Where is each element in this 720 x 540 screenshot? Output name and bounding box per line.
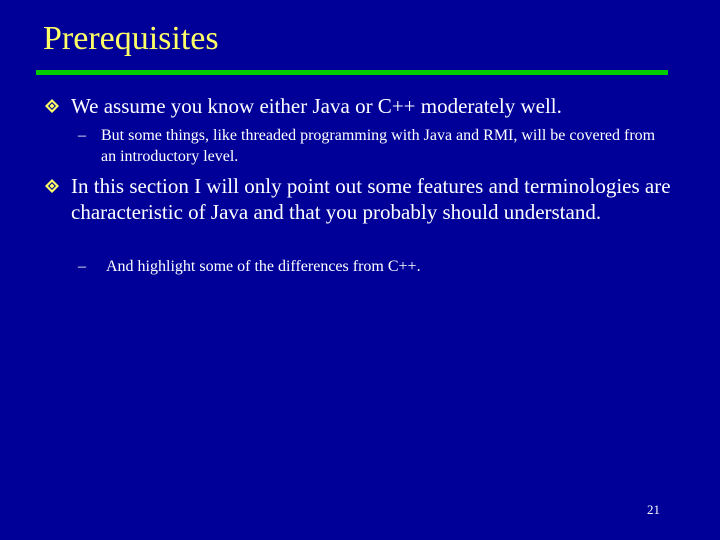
slide-title: Prerequisites bbox=[43, 20, 219, 57]
bullet-2-text: In this section I will only point out some features and terminologies are characteristic of Java and that you probably should understand. bbox=[71, 174, 671, 224]
diamond-bullet-icon bbox=[45, 179, 59, 193]
sub-bullet-dash: – bbox=[78, 258, 86, 275]
title-divider bbox=[36, 70, 668, 75]
page-number: 21 bbox=[647, 502, 660, 517]
bullet-1-sub-1-text: But some things, like threaded programming with Java and RMI, will be covered from an introductory level. bbox=[101, 127, 656, 165]
diamond-bullet-icon bbox=[45, 99, 59, 113]
bullet-1-text: We assume you know either Java or C++ moderately well. bbox=[71, 94, 562, 118]
bullet-2-sub-1-text: And highlight some of the differences from C++. bbox=[106, 258, 421, 275]
sub-bullet-dash: – bbox=[78, 127, 86, 144]
